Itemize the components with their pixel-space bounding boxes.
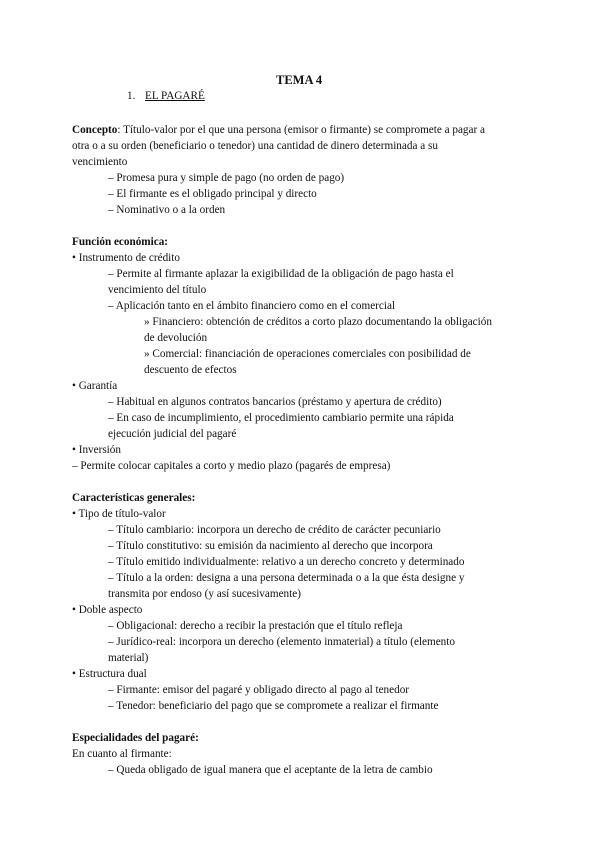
funcion-line: » Comercial: financiación de operaciones comerciales con posibilidad de	[144, 348, 471, 360]
concepto-item: – Nominativo o a la orden	[108, 204, 226, 216]
funcion-line: • Instrumento de crédito	[72, 252, 180, 264]
caracteristicas-line: – Título constitutivo: su emisión da nacimiento al derecho que incorpora	[108, 540, 433, 552]
caracteristicas-line: – Firmante: emisor del pagaré y obligado directo al pago al tenedor	[108, 684, 410, 696]
especialidades-line: – Queda obligado de igual manera que el aceptante de la letra de cambio	[108, 764, 433, 776]
caracteristicas-line: transmita por endoso (y así sucesivamente)	[108, 588, 301, 600]
funcion-heading: Función económica:	[72, 236, 169, 248]
especialidades-heading: Especialidades del pagaré:	[72, 732, 199, 744]
funcion-line: ejecución judicial del pagaré	[108, 428, 237, 440]
page-title: TEMA 4	[276, 73, 323, 87]
concepto-label: Concepto	[72, 124, 118, 136]
funcion-line: – Aplicación tanto en el ámbito financiero como en el comercial	[108, 300, 396, 312]
caracteristicas-line: – Jurídico-real: incorpora un derecho (elemento inmaterial) a título (elemento	[108, 636, 455, 648]
caracteristicas-line: • Estructura dual	[72, 668, 147, 680]
funcion-line: vencimiento del título	[108, 284, 207, 296]
funcion-line: » Financiero: obtención de créditos a corto plazo documentando la obligación	[144, 316, 492, 328]
concepto-item: – Promesa pura y simple de pago (no orden de pago)	[108, 172, 345, 184]
caracteristicas-heading: Características generales:	[72, 492, 196, 504]
funcion-line: – Habitual en algunos contratos bancarios (préstamo y apertura de crédito)	[108, 396, 442, 408]
concepto-text: : Título-valor por el que una persona (emisor o firmante) se compromete a pagar a	[117, 124, 485, 136]
funcion-line: • Garantía	[72, 380, 118, 392]
concepto-line-3: vencimiento	[72, 156, 128, 168]
section-title: EL PAGARÉ	[145, 90, 205, 102]
funcion-line: • Inversión	[72, 444, 121, 456]
caracteristicas-line: – Título emitido individualmente: relativo a un derecho concreto y determinado	[108, 556, 465, 568]
caracteristicas-line: – Tenedor: beneficiario del pago que se compromete a realizar el firmante	[108, 700, 439, 712]
funcion-line: descuento de efectos	[144, 364, 237, 376]
caracteristicas-line: – Título cambiario: incorpora un derecho de crédito de carácter pecuniario	[108, 524, 441, 536]
concepto-item: – El firmante es el obligado principal y directo	[108, 188, 317, 200]
caracteristicas-line: • Tipo de título-valor	[72, 508, 166, 520]
caracteristicas-line: – Obligacional: derecho a recibir la prestación que el título refleja	[108, 620, 403, 632]
concepto-line-1	[72, 122, 485, 138]
section-number: 1.	[127, 90, 136, 102]
funcion-line: – En caso de incumplimiento, el procedimiento cambiario permite una rápida	[108, 412, 454, 424]
funcion-line: de devolución	[144, 332, 208, 344]
caracteristicas-line: material)	[108, 652, 149, 664]
especialidades-line: En cuanto al firmante:	[72, 748, 172, 760]
caracteristicas-line: • Doble aspecto	[72, 604, 143, 616]
funcion-line: – Permite colocar capitales a corto y medio plazo (pagarés de empresa)	[72, 460, 391, 472]
concepto-line-2: otra o a su orden (beneficiario o tenedor) una cantidad de dinero determinada a su	[72, 140, 438, 152]
funcion-line: – Permite al firmante aplazar la exigibilidad de la obligación de pago hasta el	[108, 268, 454, 280]
caracteristicas-line: – Título a la orden: designa a una persona determinada o a la que ésta designe y	[108, 572, 465, 584]
